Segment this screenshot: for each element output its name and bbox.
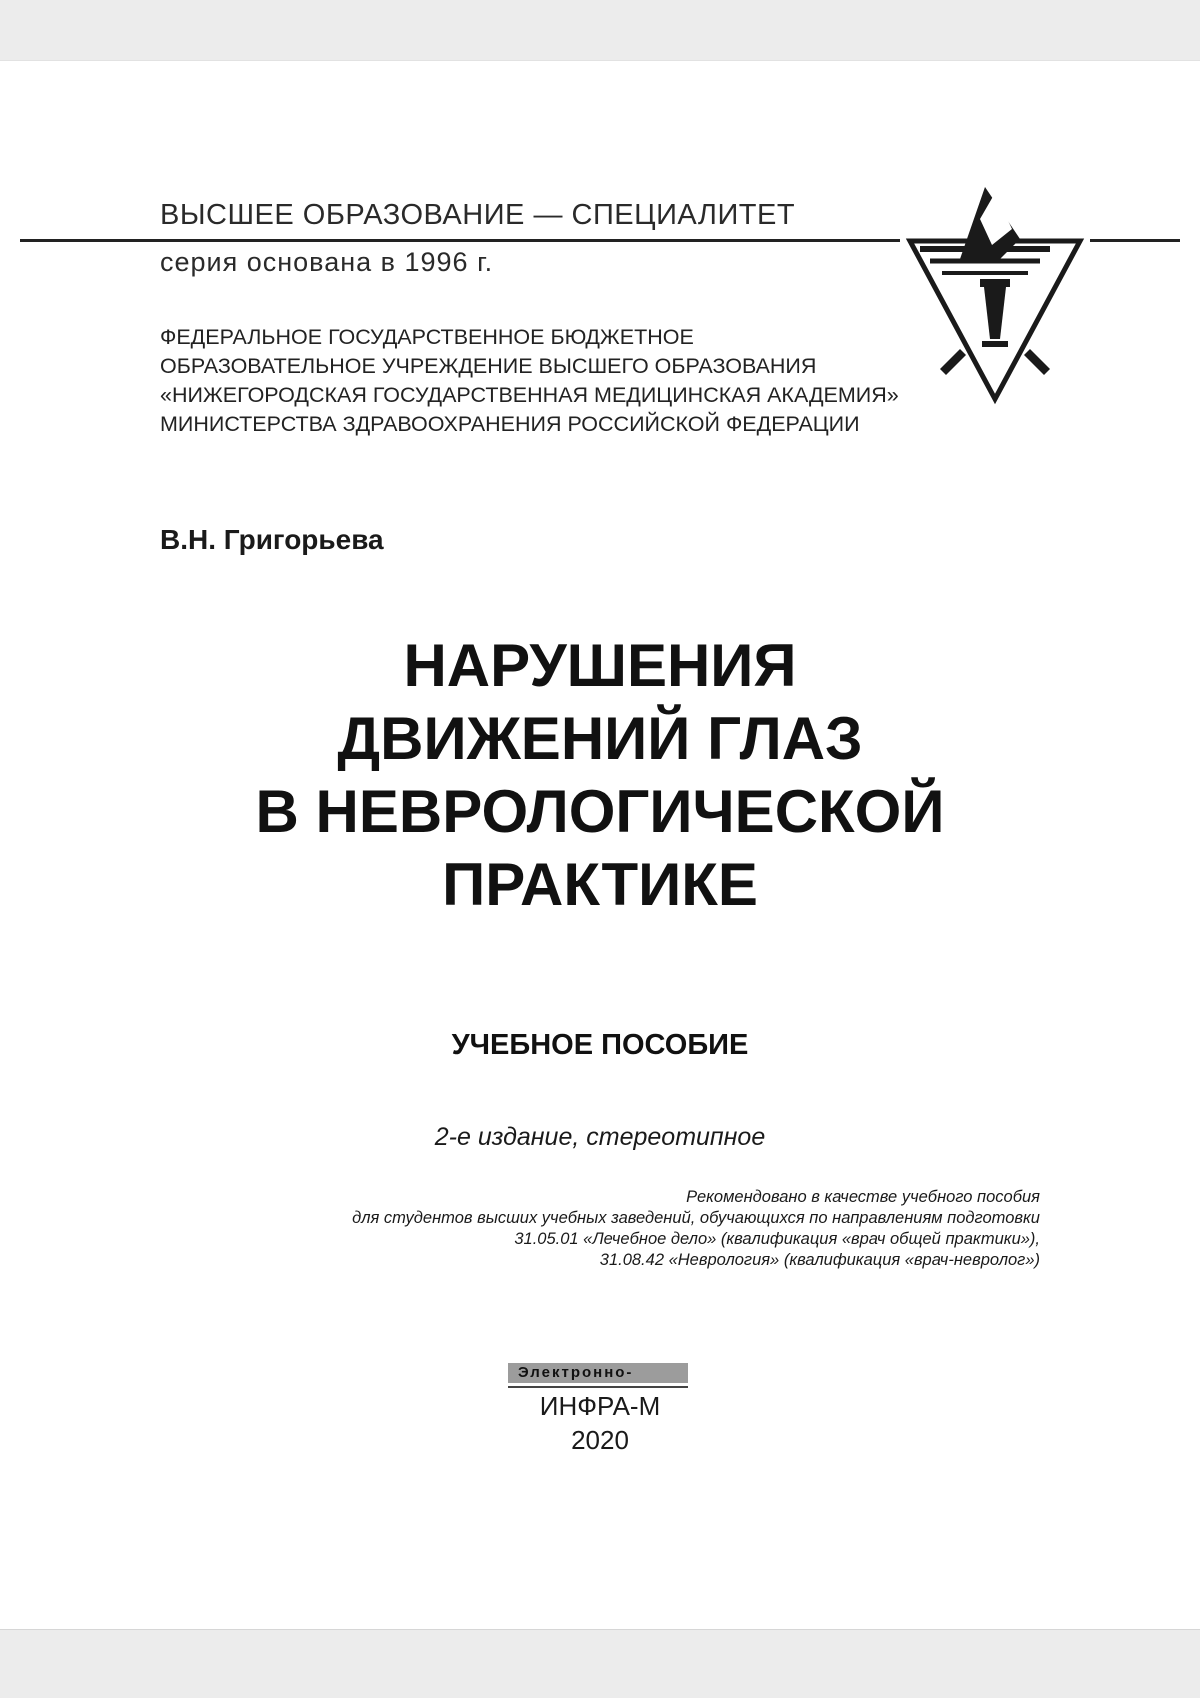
recommendation-line: 31.08.42 «Неврология» (квалификация «врач-невролог») [599,1251,1040,1269]
recommendation-line: для студентов высших учебных заведений, обучающихся по направлениям подготовки [352,1209,1040,1227]
recommendation-line: 31.05.01 «Лечебное дело» (квалификация «врач общей практики»), [514,1230,1040,1248]
publisher-logo [508,1361,688,1389]
publisher-logo-text: Электронно- [518,1364,634,1381]
book-title-line: ПРАКТИКЕ [442,851,758,918]
book-title [100,629,1100,921]
author-name: В.Н. Григорьева [160,524,384,555]
institution-line: МИНИСТЕРСТВА ЗДРАВООХРАНЕНИЯ РОССИЙСКОЙ ФЕДЕРАЦИИ [160,412,860,436]
publisher-name: ИНФРА-М [539,1391,661,1421]
book-type: УЧЕБНОЕ ПОСОБИЕ [451,1029,749,1061]
recommendation-block [120,1187,1040,1271]
institution-line: ФЕДЕРАЛЬНОЕ ГОСУДАРСТВЕННОЕ БЮДЖЕТНОЕ [160,325,694,349]
publisher-logo-underline [508,1386,688,1388]
institution-line: ОБРАЗОВАТЕЛЬНОЕ УЧРЕЖДЕНИЕ ВЫСШЕГО ОБРАЗОВАНИЯ [160,354,817,378]
book-title-line: ДВИЖЕНИЙ ГЛАЗ [337,705,863,772]
torch-triangle-logo-icon [900,179,1090,409]
book-title-line: В НЕВРОЛОГИЧЕСКОЙ [255,778,945,845]
series-founded: серия основана в 1996 г. [160,247,494,277]
book-title-line: НАРУШЕНИЯ [403,632,797,699]
edition-note: 2-е издание, стереотипное [434,1123,766,1151]
series-title: ВЫСШЕЕ ОБРАЗОВАНИЕ — СПЕЦИАЛИТЕТ [160,199,796,231]
recommendation-line: Рекомендовано в качестве учебного пособия [686,1188,1040,1206]
institution-block [160,323,899,439]
institution-line: «НИЖЕГОРОДСКАЯ ГОСУДАРСТВЕННАЯ МЕДИЦИНСКАЯ АКАДЕМИЯ» [160,383,899,407]
publication-year: 2020 [571,1425,629,1455]
book-title-page [0,60,1200,1630]
